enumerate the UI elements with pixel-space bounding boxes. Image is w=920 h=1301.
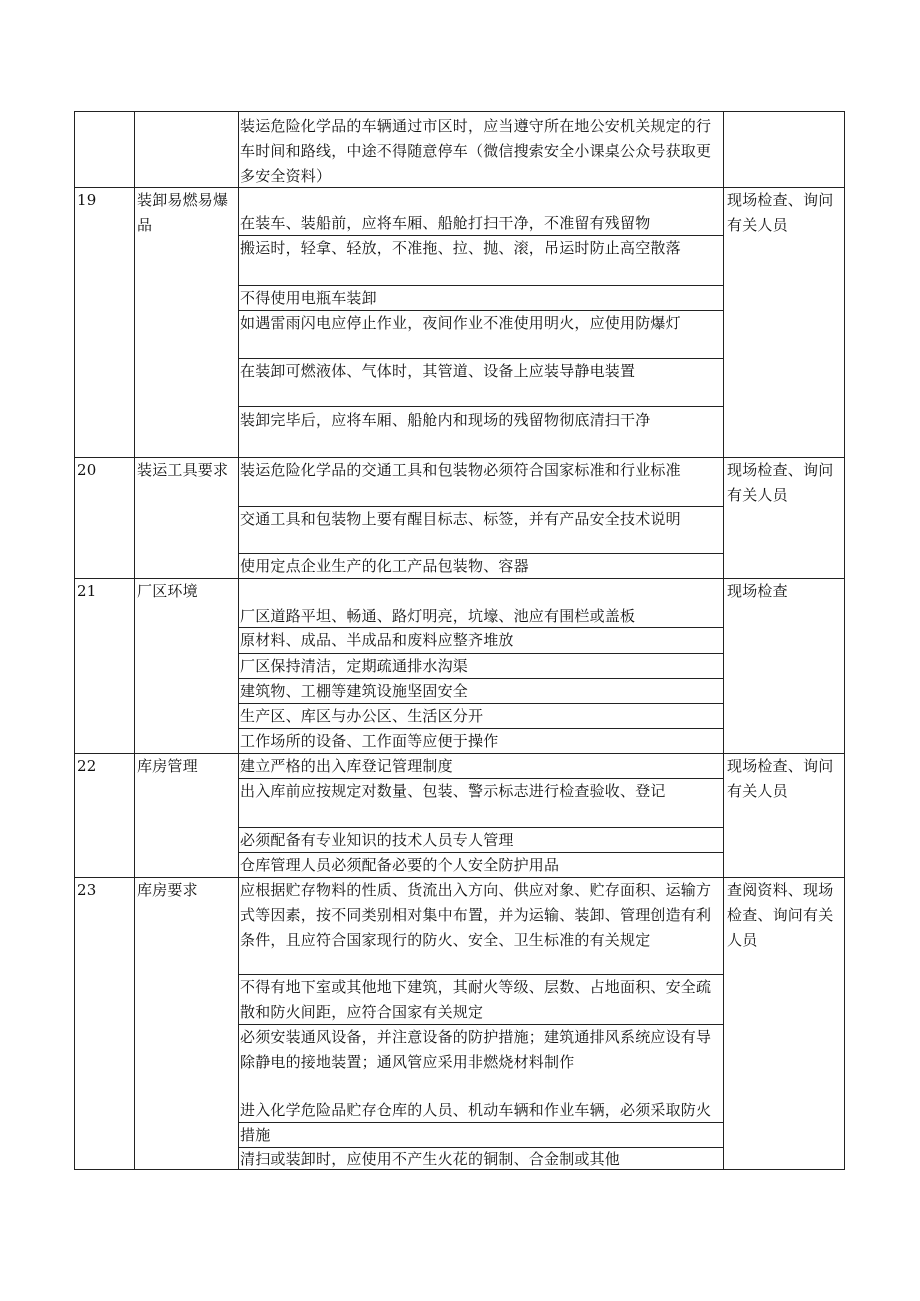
row-number: 21 — [77, 582, 97, 600]
check-method: 现场检查、询问有关人员 — [727, 191, 834, 234]
content-divider — [239, 406, 724, 407]
row-number: 22 — [77, 757, 97, 775]
check-item: 库房要求 — [137, 881, 198, 899]
requirement-text: 在装车、装船前，应将车厢、船舱打扫干净，不准留有残留物 — [240, 214, 651, 232]
requirement-text: 厂区保持清洁，定期疏通排水沟渠 — [240, 657, 469, 675]
requirement-text: 进入化学危险品贮存仓库的人员、机动车辆和作业车辆，必须采取防火措施 — [240, 1101, 712, 1144]
check-method: 现场检查 — [727, 582, 788, 600]
check-item: 装卸易燃易爆品 — [137, 191, 229, 234]
requirement-text: 装卸完毕后，应将车厢、船舱内和现场的残留物彻底清扫干净 — [240, 411, 651, 429]
check-method: 查阅资料、现场检查、询问有关人员 — [727, 881, 834, 949]
requirement-text: 交通工具和包装物上要有醒目标志、标签，并有产品安全技术说明 — [240, 510, 681, 528]
column-divider — [723, 112, 724, 1169]
requirement-text: 不得使用电瓶车装卸 — [240, 289, 377, 307]
requirement-text: 搬运时，轻拿、轻放，不准拖、拉、抛、滚，吊运时防止高空散落 — [240, 239, 681, 257]
row-number: 20 — [77, 461, 97, 479]
requirement-text: 出入库前应按规定对数量、包装、警示标志进行检查验收、登记 — [240, 782, 666, 800]
requirement-text: 生产区、库区与办公区、生活区分开 — [240, 707, 484, 725]
requirement-text: 清扫或装卸时，应使用不产生火花的铜制、合金制或其他 — [240, 1150, 621, 1168]
row-number: 23 — [77, 881, 97, 899]
check-method: 现场检查、询问有关人员 — [727, 461, 834, 504]
check-item: 库房管理 — [137, 757, 198, 775]
requirement-text: 装运危险化学品的车辆通过市区时，应当遵守所在地公安机关规定的行车时间和路线，中途不得随意停车（微信搜索安全小课桌公众号获取更多安全资料） — [240, 117, 712, 185]
check-item: 装运工具要求 — [137, 461, 229, 479]
inspection-table — [74, 111, 845, 1170]
requirement-text: 原材料、成品、半成品和废料应整齐堆放 — [240, 631, 514, 649]
row-number: 19 — [77, 191, 97, 209]
requirement-text: 工作场所的设备、工作面等应便于操作 — [240, 732, 499, 750]
column-divider — [238, 112, 239, 1169]
requirement-text: 应根据贮存物料的性质、货流出入方向、供应对象、贮存面积、运输方式等因素，按不同类别相对集中布置，并为运输、装卸、管理创造有利条件，且应符合国家现行的防火、安全、卫生标准的有关规定 — [240, 881, 712, 949]
check-method: 现场检查、询问有关人员 — [727, 757, 834, 800]
requirement-text: 如遇雷雨闪电应停止作业，夜间作业不准使用明火，应使用防爆灯 — [240, 314, 681, 332]
requirement-text: 建立严格的出入库登记管理制度 — [240, 757, 453, 775]
check-item: 厂区环境 — [137, 582, 198, 600]
requirement-text: 厂区道路平坦、畅通、路灯明亮，坑壕、池应有围栏或盖板 — [240, 607, 636, 625]
requirement-text: 使用定点企业生产的化工产品包装物、容器 — [240, 557, 529, 575]
requirement-text: 必须安装通风设备，并注意设备的防护措施；建筑通排风系统应设有导除静电的接地装置；通风管应采用非燃烧材料制作 — [240, 1028, 712, 1071]
requirement-text: 装运危险化学品的交通工具和包装物必须符合国家标准和行业标准 — [240, 461, 681, 479]
requirement-text: 建筑物、工棚等建筑设施坚固安全 — [240, 682, 469, 700]
column-divider — [134, 112, 135, 1169]
requirement-text: 不得有地下室或其他地下建筑，其耐火等级、层数、占地面积、安全疏散和防火间距，应符合国家有关规定 — [240, 978, 712, 1021]
requirement-text: 必须配备有专业知识的技术人员专人管理 — [240, 831, 514, 849]
requirement-text: 在装卸可燃液体、气体时，其管道、设备上应装导静电装置 — [240, 362, 636, 380]
requirement-text: 仓库管理人员必须配备必要的个人安全防护用品 — [240, 856, 560, 874]
